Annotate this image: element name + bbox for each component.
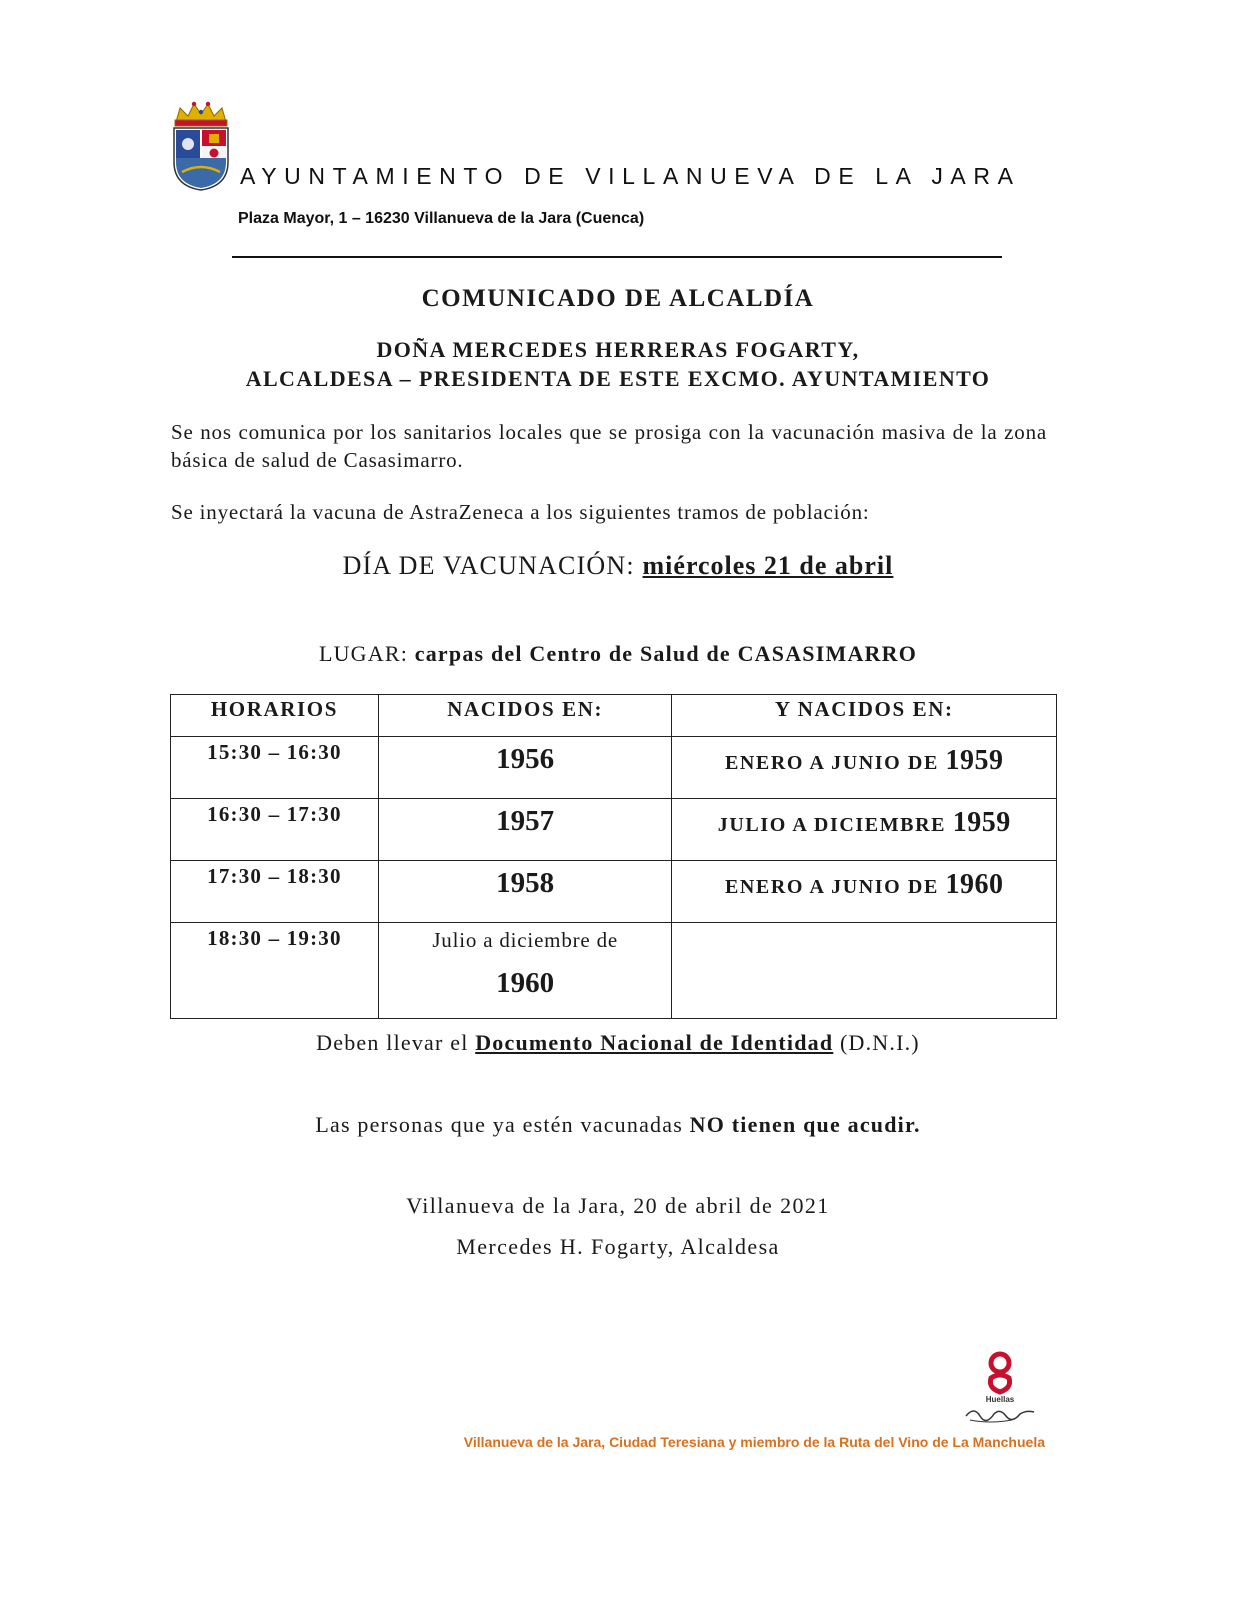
schedule-table bbox=[170, 694, 1057, 1019]
header-nacidos: NACIDOS EN: bbox=[378, 695, 672, 737]
organization-address: Plaza Mayor, 1 – 16230 Villanueva de la Jara (Cuenca) bbox=[238, 210, 645, 227]
dni-note bbox=[0, 1030, 1236, 1056]
footer-tagline: Villanueva de la Jara, Ciudad Teresiana y miembro de la Ruta del Vino de La Manchuela bbox=[463, 1434, 1045, 1450]
time-slot: 15:30 – 16:30 bbox=[171, 737, 379, 799]
born-year: 1958 bbox=[378, 861, 672, 923]
huellas-logo bbox=[960, 1350, 1040, 1428]
place-and-date: Villanueva de la Jara, 20 de abril de 2021 bbox=[406, 1193, 830, 1218]
dni-note-emphasis: Documento Nacional de Identidad bbox=[475, 1030, 834, 1055]
also-born-year: 1959 bbox=[945, 745, 1004, 776]
also-born-range: ENERO A JUNIO DE bbox=[724, 876, 939, 898]
table-row bbox=[171, 923, 1057, 1019]
header-horarios: HORARIOS bbox=[171, 695, 379, 737]
coat-of-arms-logo bbox=[170, 100, 232, 192]
born-year: 1960 bbox=[496, 967, 555, 999]
document-subtitle-line2: ALCALDESA – PRESIDENTA DE ESTE EXCMO. AYUNTAMIENTO bbox=[245, 366, 991, 391]
organization-name: AYUNTAMIENTO DE VILLANUEVA DE LA JARA bbox=[240, 163, 1021, 189]
also-born bbox=[672, 799, 1057, 861]
header-y-nacidos: Y NACIDOS EN: bbox=[672, 695, 1057, 737]
vaccination-day bbox=[0, 551, 1236, 581]
also-born-range: JULIO A DICIEMBRE bbox=[717, 814, 947, 836]
vaccinated-note-prefix: Las personas que ya estén vacunadas bbox=[315, 1112, 683, 1137]
schedule-header-row bbox=[171, 695, 1057, 737]
intro-paragraph: Se nos comunica por los sanitarios locales que se prosiga con la vacunación masiva de la zona básica de salud de Casasimarro. bbox=[171, 420, 1047, 472]
born-range-cell bbox=[378, 923, 672, 1019]
vaccinated-note-emphasis: NO tienen que acudir. bbox=[689, 1112, 921, 1137]
vaccination-day-label: DÍA DE VACUNACIÓN: bbox=[342, 551, 635, 580]
vaccination-place bbox=[0, 641, 1236, 667]
dni-note-prefix: Deben llevar el bbox=[316, 1030, 469, 1055]
header-divider bbox=[232, 256, 1002, 258]
table-row bbox=[171, 861, 1057, 923]
document-title: COMUNICADO DE ALCALDÍA bbox=[421, 285, 815, 312]
born-year: 1956 bbox=[378, 737, 672, 799]
also-born bbox=[672, 861, 1057, 923]
time-slot: 16:30 – 17:30 bbox=[171, 799, 379, 861]
vaccination-day-value: miércoles 21 de abril bbox=[642, 551, 894, 580]
also-born-year: 1959 bbox=[952, 807, 1011, 838]
table-row bbox=[171, 737, 1057, 799]
table-row bbox=[171, 799, 1057, 861]
born-year: 1957 bbox=[378, 799, 672, 861]
born-range-text: Julio a diciembre de bbox=[432, 928, 619, 952]
also-born-year: 1960 bbox=[945, 869, 1004, 900]
document-subtitle-line1: DOÑA MERCEDES HERRERAS FOGARTY, bbox=[376, 337, 860, 362]
vaccine-paragraph: Se inyectará la vacuna de AstraZeneca a los siguientes tramos de población: bbox=[171, 500, 870, 524]
dni-note-suffix: (D.N.I.) bbox=[839, 1030, 920, 1055]
signature-line: Mercedes H. Fogarty, Alcaldesa bbox=[456, 1234, 780, 1259]
empty-cell bbox=[672, 923, 1057, 1019]
also-born-range: ENERO A JUNIO DE bbox=[724, 752, 939, 774]
vaccination-place-label: LUGAR: bbox=[318, 641, 409, 666]
huellas-logo-text: Huellas bbox=[985, 1395, 1015, 1404]
time-slot: 18:30 – 19:30 bbox=[171, 923, 379, 1019]
also-born bbox=[672, 737, 1057, 799]
time-slot: 17:30 – 18:30 bbox=[171, 861, 379, 923]
vaccinated-note bbox=[0, 1112, 1236, 1138]
vaccination-place-value: carpas del Centro de Salud de CASASIMARRO bbox=[414, 641, 918, 666]
